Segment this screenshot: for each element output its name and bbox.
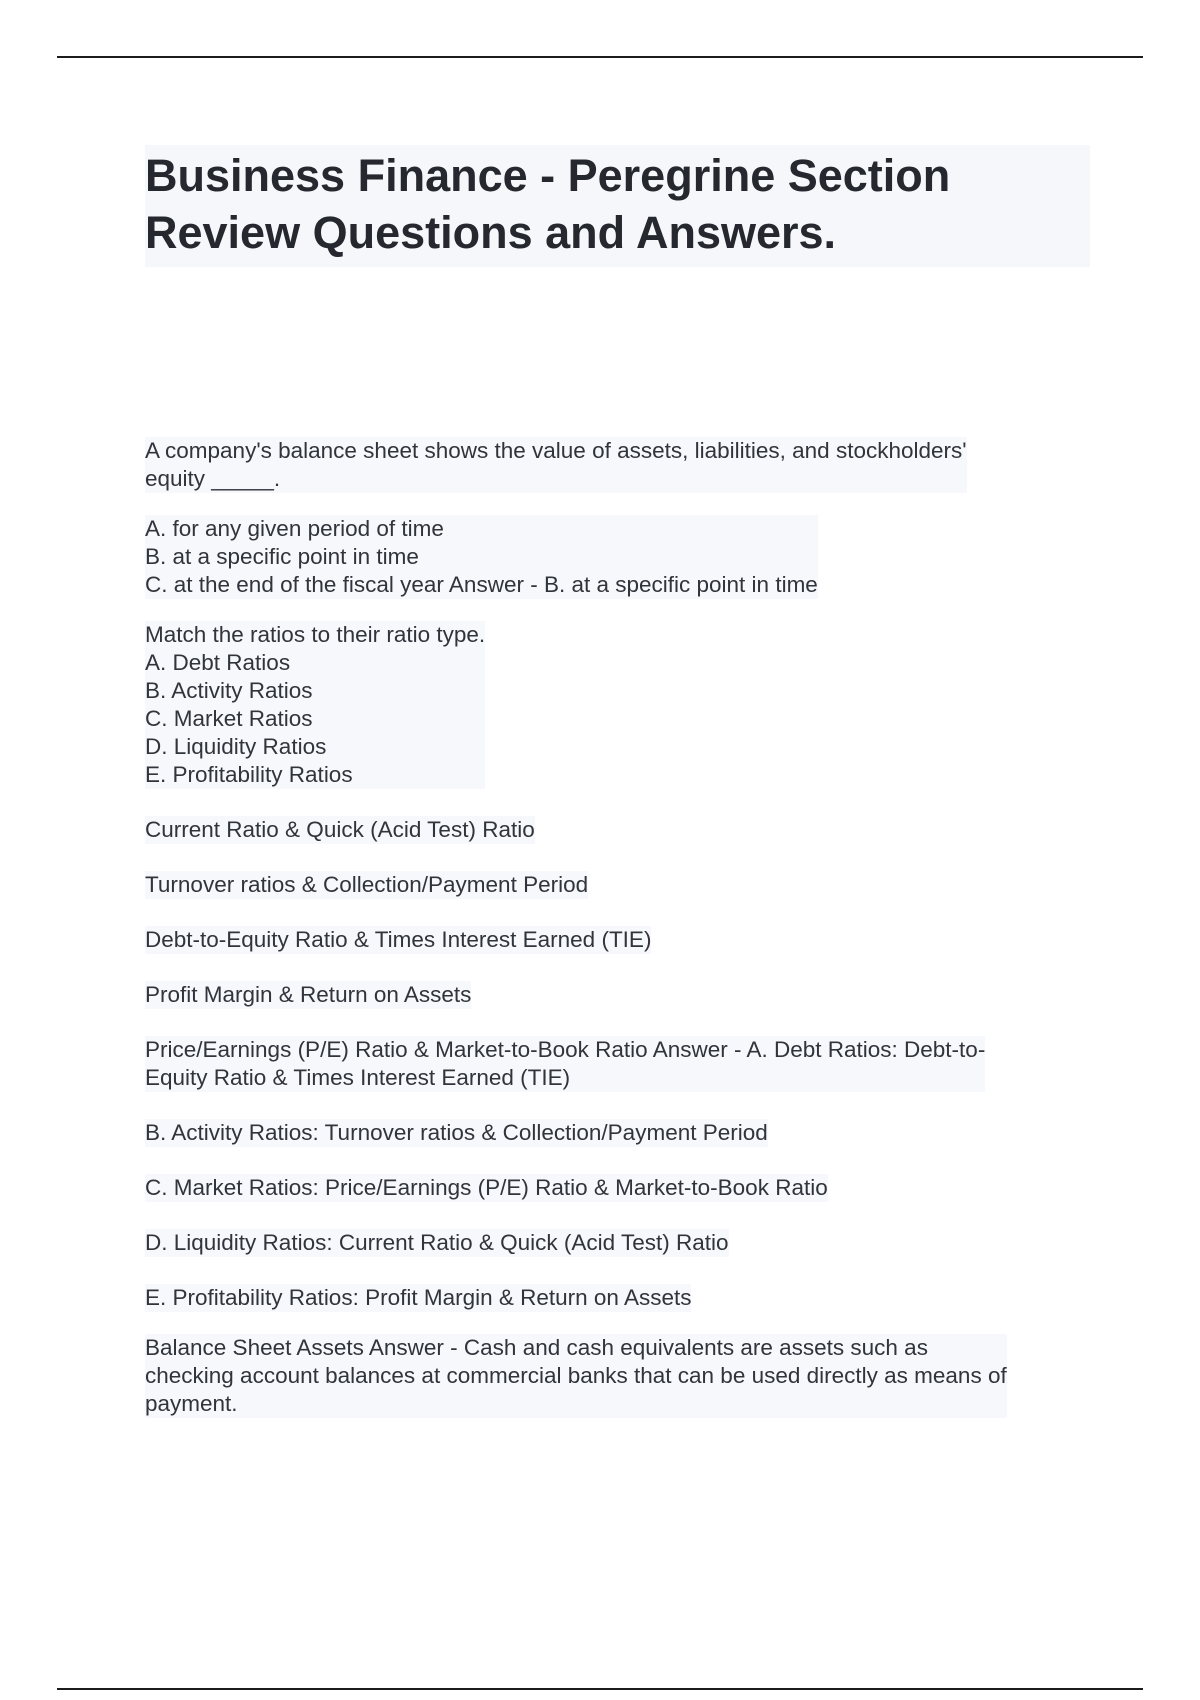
q2-item-3-text: Debt-to-Equity Ratio & Times Interest Earned (TIE) <box>145 927 652 952</box>
q1-prompt-line-1: A company's balance sheet shows the value of assets, liabilities, and stockholders' <box>145 438 967 463</box>
q2-option-c: C. Market Ratios <box>145 706 313 731</box>
q3-line-2: checking account balances at commercial banks that can be used directly as means of <box>145 1363 1007 1388</box>
q2-answer-d-text: D. Liquidity Ratios: Current Ratio & Quick (Acid Test) Ratio <box>145 1230 729 1255</box>
q2-option-a: A. Debt Ratios <box>145 650 291 675</box>
q2-prompt-line: Match the ratios to their ratio type. <box>145 622 486 647</box>
q2-answer-e <box>145 1284 691 1312</box>
q2-option-b: B. Activity Ratios <box>145 678 313 703</box>
q2-item-1-text: Current Ratio & Quick (Acid Test) Ratio <box>145 817 535 842</box>
question-3 <box>145 1334 1007 1418</box>
question-2-prompt <box>145 621 485 789</box>
q2-answer-b <box>145 1119 768 1147</box>
q2-item-2-text: Turnover ratios & Collection/Payment Period <box>145 872 589 897</box>
q2-option-e: E. Profitability Ratios <box>145 762 353 787</box>
q2-option-d: D. Liquidity Ratios <box>145 734 327 759</box>
question-1-options <box>145 515 818 599</box>
q2-answer-line-1: Price/Earnings (P/E) Ratio & Market-to-Book Ratio Answer - A. Debt Ratios: Debt-to- <box>145 1037 986 1062</box>
title-line-2: Review Questions and Answers. <box>145 207 837 258</box>
q2-item-1 <box>145 816 535 844</box>
q3-line-3: payment. <box>145 1391 238 1416</box>
q3-line-1: Balance Sheet Assets Answer - Cash and cash equivalents are assets such as <box>145 1335 928 1360</box>
q1-option-b: B. at a specific point in time <box>145 544 419 569</box>
top-rule <box>57 56 1143 58</box>
q1-option-a: A. for any given period of time <box>145 516 444 541</box>
q2-answer-line-2: Equity Ratio & Times Interest Earned (TIE) <box>145 1065 571 1090</box>
q2-item-4 <box>145 981 471 1009</box>
q1-prompt-line-2: equity _____. <box>145 466 281 491</box>
bottom-rule <box>57 1688 1143 1690</box>
q2-answer-b-text: B. Activity Ratios: Turnover ratios & Collection/Payment Period <box>145 1120 768 1145</box>
q2-item-2 <box>145 871 588 899</box>
question-1-prompt <box>145 437 967 493</box>
q2-answer-first <box>145 1036 985 1092</box>
title-line-1: Business Finance - Peregrine Section <box>145 150 951 201</box>
q2-answer-c-text: C. Market Ratios: Price/Earnings (P/E) Ratio & Market-to-Book Ratio <box>145 1175 828 1200</box>
q2-item-3 <box>145 926 651 954</box>
document-title <box>145 145 1090 267</box>
q2-item-4-text: Profit Margin & Return on Assets <box>145 982 472 1007</box>
q1-option-c-answer: C. at the end of the fiscal year Answer - B. at a specific point in time <box>145 572 818 597</box>
q2-answer-c <box>145 1174 828 1202</box>
q2-answer-d <box>145 1229 729 1257</box>
q2-answer-e-text: E. Profitability Ratios: Profit Margin & Return on Assets <box>145 1285 692 1310</box>
document-body <box>145 145 1090 1418</box>
